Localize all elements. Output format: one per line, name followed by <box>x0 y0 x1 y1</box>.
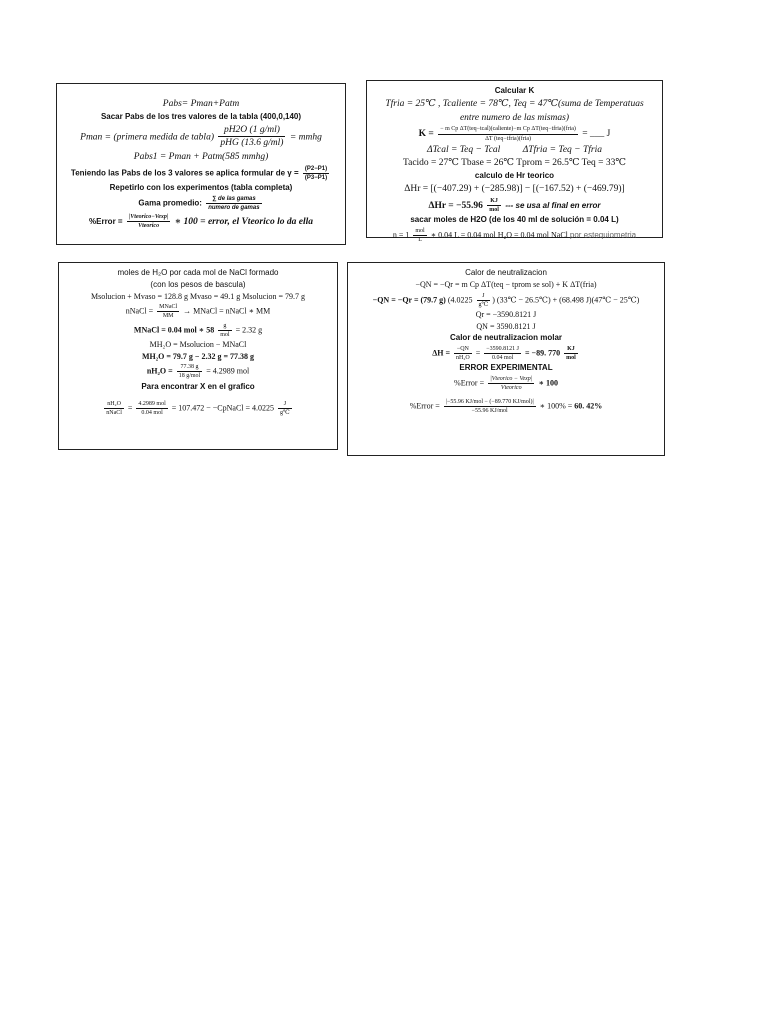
find-x-heading: Para encontrar X en el grafico <box>141 381 255 391</box>
eq-n-h2o: nH₂O = $\frac{77.38 g}{\text{18 g/mol}}$ = 4.2989 mol <box>146 364 250 380</box>
repeat-text: Repetirlo con los experimentos (tabla completa) <box>109 183 293 193</box>
temps-line: Tfria = 25℃ , Tcaliente = 78℃, Teq = 47℃(suma de Temperatuas <box>385 98 644 109</box>
error-formula: %Error = $\frac{\text{|Vteorico−Vexp|}}{\text{Vteorico}}$ ∗ 100 = error, el Vteorico lo da ella <box>89 214 313 230</box>
error-title: ERROR EXPERIMENTAL <box>459 363 553 373</box>
gamma-formula: Teniendo las Pabs de los 3 valores se aplica formular de γ = $\frac{(P2-P1)}{(P3-P1)}$ <box>70 166 328 182</box>
qn-value: QN = 3590.8121 J <box>476 321 536 331</box>
molar-title: Calor de neutralizacion molar <box>449 333 563 343</box>
formula-card-pressure <box>56 83 346 245</box>
eq-pabs: Pabs= Pman+Patm <box>162 99 240 109</box>
moles-title-1: moles de H₂O por cada mol de NaCl formado <box>117 268 279 277</box>
eq-qn-values: −QN = −Qr = (79.7 g) (4.0225 $\frac{J}{g℃}$ ) (33℃ − 26.5℃) + (68.498 J)(47℃ − 25℃) <box>372 292 640 308</box>
formula-card-neutralizacion <box>347 262 665 456</box>
temps-2: Tacido = 27℃ Tbase = 26℃ Tprom = 26.5℃ Teq = 33℃ <box>402 158 627 169</box>
heading-sacar-pabs: Sacar Pabs de los tres valores de la tabla (400,0,140) <box>100 111 302 121</box>
hr-result: ΔHr = −55.96 $\frac{KJ}{\text{mol}}$ --- se usa al final en error <box>428 197 601 213</box>
masses-line: Msolucion + Mvaso = 128.8 g Mvaso = 49.1 g Msolucion = 79.7 g <box>90 291 306 301</box>
moles-title: sacar moles de H2O (de los 40 ml de solución = 0.04 L) <box>410 215 619 225</box>
gama-promedio: Gama promedio: $\frac{\text{∑ de las gamas}}{\text{numero de gamas}}$ <box>138 196 260 212</box>
eq-n-nacl: nNaCl = $\frac{\text{MNaCl}}{MM}$ → MNaCl = nNaCl ∗ MM <box>125 304 271 320</box>
formula-card-moles <box>58 262 338 450</box>
eq-error-final: %Error = $\frac{\text{|−55.96 KJ/mol − (−89.770 KJ/mol)|}}{\text{−55.96 KJ/mol}}$ ∗ 100% = 60. 42% <box>409 399 603 415</box>
formula-card-calcular-k <box>366 80 663 243</box>
temps-line-2: entre numero de las mismas) <box>459 112 570 123</box>
moles-title-2: (con los pesos de bascula) <box>150 279 246 289</box>
eq-k: K = $\frac{\text{− m Cp ΔT(teq−tcal)(caliente)−m Cp ΔT(teq−tfria)(fria)}}{\text{ΔT (teq−tfria)(fria)}}$ = ___ J <box>418 126 611 142</box>
card-title: Calcular K <box>494 86 535 95</box>
eq-m-h2o-def: MH₂O = Msolucion − MNaCl <box>149 339 247 349</box>
qr-value: Qr = −3590.8121 J <box>475 309 537 319</box>
hr-eq: ΔHr = [(−407.29) + (−285.98)] − [(−167.52) + (−469.79)] <box>404 184 625 195</box>
card-title: Calor de neutralizacion <box>465 268 547 277</box>
eq-m-nacl: MNaCl = 0.04 mol ∗ 58 $\frac{g}{\text{mol}}$ = 2.32 g <box>133 322 263 338</box>
pman-fraction: $\frac{pH2O (1 g/ml)}{\text{pHG (13.6 g/ml)}}$ <box>220 124 284 149</box>
eq-delta-t: ΔTcal = Teq − Tcal ΔTfria = Teq − Tfria <box>427 144 602 155</box>
eq-pabs1: Pabs1 = Pman + Patm(585 mmhg) <box>133 152 269 163</box>
eq-error-def: %Error = $\frac{\text{|Vteorico − Vexp|}}{\text{Vteorico}}$ ∗ 100 <box>454 376 558 392</box>
eq-pman: Pman = (primera medida de tabla) $\frac{pH2O (1 g/ml)}{\text{pHG (13.6 g/ml)}}$ = mmhg <box>80 124 322 149</box>
eq-qn-def: −QN = −Qr = m Cp ΔT(teq − tprom se sol) + K ΔT(fria) <box>415 279 597 289</box>
eq-delta-h: ΔH = $\frac{-QN}{\text{nH₂O}}$ = $\frac{-3590.8121 J}{\text{0.04 mol}}$ = −89. 770 $\frac{KJ}{\text{mol}}$ <box>432 346 576 362</box>
hr-title: calculo de Hr teorico <box>474 171 555 181</box>
eq-ratio: $\frac{\text{nH₂O}}{\text{nNaCl}}$ = $\frac{\text{4.2989 mol}}{\text{0.04 mol}}$ = 107.472 − −CpNaCl = 4.0225 $\frac{J}{g℃}$ <box>106 401 290 417</box>
eq-m-h2o-val: MH₂O = 79.7 g − 2.32 g = 77.38 g <box>141 351 255 361</box>
moles-eq: n = 1 $\frac{\text{mol}}{L}$ ∗ 0.04 L = 0.04 mol H₂O = 0.04 mol NaCl por estequiometria <box>392 227 637 243</box>
